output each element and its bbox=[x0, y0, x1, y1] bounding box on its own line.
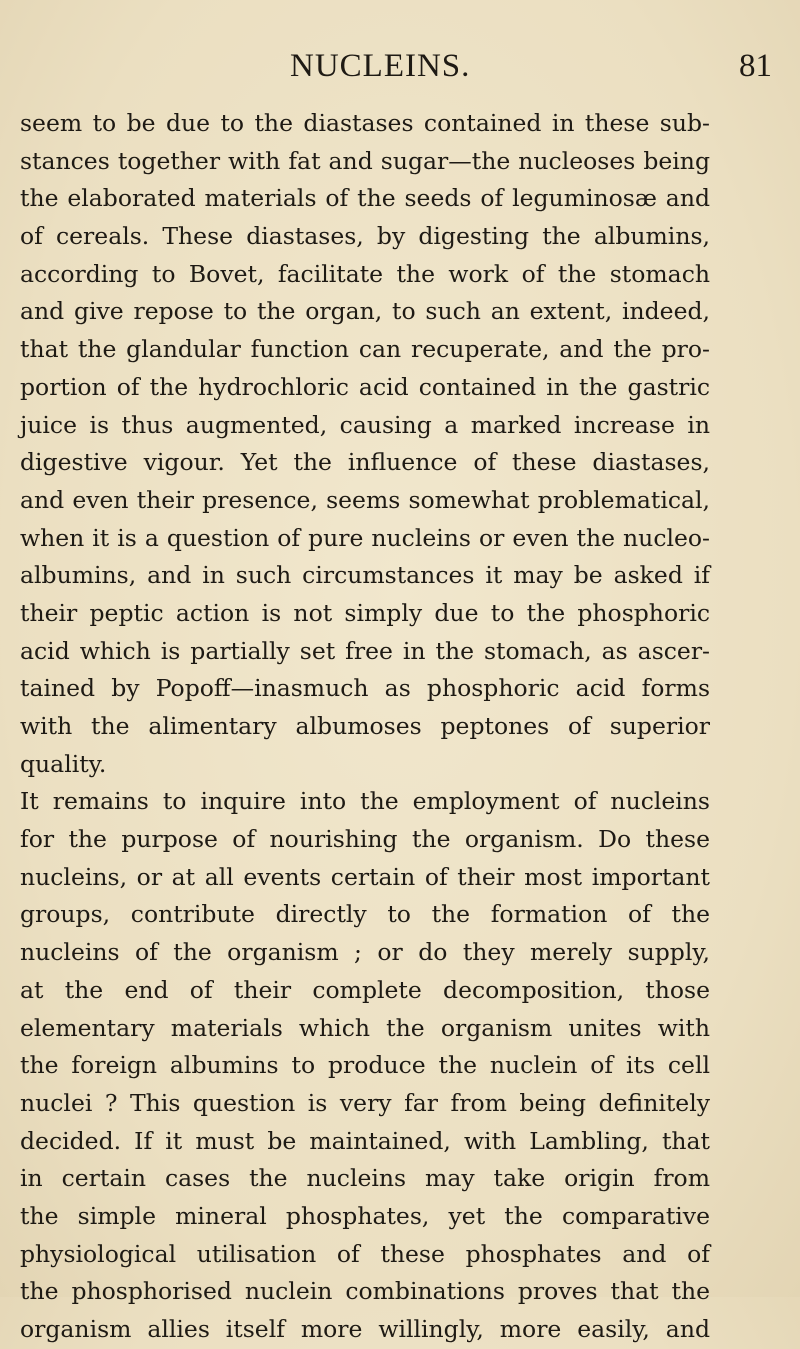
text-line: It remains to inquire into the employment of nucleins bbox=[20, 787, 710, 816]
text-line: according to Bovet, facilitate the work of the stomach bbox=[20, 259, 710, 288]
page-number: 81 bbox=[739, 48, 772, 84]
text-line: albumins, and in such circumstances it may be asked if bbox=[20, 561, 710, 590]
text-line: at the end of their complete decomposition, those bbox=[20, 975, 710, 1004]
text-line: digestive vigour. Yet the influence of these diastases, bbox=[20, 448, 710, 477]
text-line: organism allies itself more willingly, more easily, and bbox=[20, 1315, 710, 1343]
text-line: with the alimentary albumoses peptones of superior bbox=[20, 712, 710, 740]
text-line: and give repose to the organ, to such an extent, indeed, bbox=[20, 297, 710, 326]
text-line: nucleins, or at all events certain of their most important bbox=[20, 862, 710, 891]
text-line: and even their presence, seems somewhat problematical, bbox=[20, 485, 710, 514]
text-line: the elaborated materials of the seeds of leguminosæ and bbox=[20, 184, 710, 213]
text-line: elementary materials which the organism unites with bbox=[20, 1013, 710, 1042]
text-line: the simple mineral phosphates, yet the comparative bbox=[20, 1201, 710, 1230]
text-line: physiological utilisation of these phosphates and of bbox=[20, 1239, 710, 1268]
text-line: quality. bbox=[20, 749, 107, 778]
text-line: groups, contribute directly to the formation of the bbox=[20, 900, 710, 929]
text-line: that the glandular function can recuperate, and the pro- bbox=[20, 335, 710, 364]
text-line: for the purpose of nourishing the organism. Do these bbox=[20, 825, 710, 854]
running-title: NUCLEINS. bbox=[290, 48, 471, 84]
text-line: portion of the hydrochloric acid contained in the gastric bbox=[20, 372, 710, 401]
body-text bbox=[20, 105, 710, 1349]
text-line: juice is thus augmented, causing a marked increase in bbox=[20, 410, 710, 439]
text-line: nuclei ? This question is very far from being definitely bbox=[20, 1088, 710, 1117]
text-line: seem to be due to the diastases contained in these sub- bbox=[20, 109, 710, 137]
text-line: decided. If it must be maintained, with Lambling, that bbox=[20, 1126, 710, 1155]
text-line: their peptic action is not simply due to the phosphoric bbox=[20, 598, 710, 627]
text-line: of cereals. These diastases, by digesting the albumins, bbox=[20, 222, 710, 251]
text-line: stances together with fat and sugar—the nucleoses being bbox=[20, 146, 710, 175]
text-line: nucleins of the organism ; or do they merely supply, bbox=[20, 938, 710, 967]
text-line: in certain cases the nucleins may take origin from bbox=[20, 1164, 710, 1193]
text-line: when it is a question of pure nucleins or even the nucleo- bbox=[20, 523, 710, 552]
text-line: the foreign albumins to produce the nuclein of its cell bbox=[20, 1051, 710, 1080]
text-line: the phosphorised nuclein combinations proves that the bbox=[20, 1277, 710, 1306]
running-head bbox=[0, 46, 800, 86]
text-line: acid which is partially set free in the stomach, as ascer- bbox=[20, 636, 710, 665]
text-line: tained by Popoff—inasmuch as phosphoric acid forms bbox=[20, 674, 710, 703]
